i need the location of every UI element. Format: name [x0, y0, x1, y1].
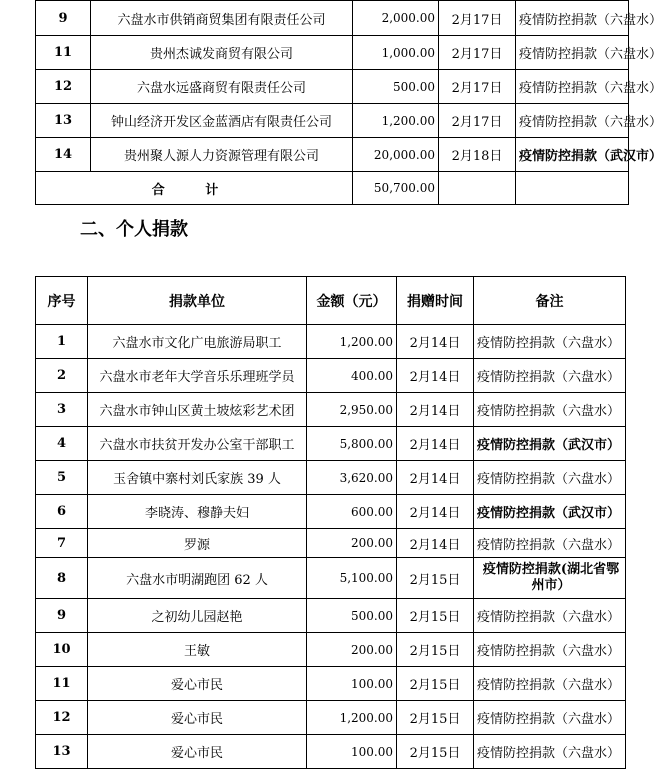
table-row — [36, 104, 629, 138]
donation-amount: 100.00 — [307, 667, 397, 701]
donation-amount: 1,200.00 — [307, 325, 397, 359]
donation-date: 2月17日 — [439, 1, 516, 36]
table-row — [36, 325, 626, 359]
donation-note: 疫情防控捐款（六盘水） — [516, 36, 629, 70]
section-title: 二、个人捐款 — [80, 219, 188, 240]
row-number: 8 — [36, 558, 88, 599]
donation-note: 疫情防控捐款（六盘水） — [474, 667, 626, 701]
donation-note: 疫情防控捐款（六盘水） — [474, 393, 626, 427]
donation-date: 2月15日 — [397, 667, 474, 701]
donation-amount: 200.00 — [307, 529, 397, 558]
donation-amount: 1,200.00 — [307, 701, 397, 735]
donor-name: 六盘水市钟山区黄土坡炫彩艺术团 — [88, 393, 307, 427]
donor-name: 六盘水市扶贫开发办公室干部职工 — [88, 427, 307, 461]
donor-name: 爱心市民 — [88, 735, 307, 769]
donation-note: 疫情防控捐款（六盘水） — [474, 325, 626, 359]
donation-note: 疫情防控捐款（六盘水） — [474, 529, 626, 558]
donation-date: 2月15日 — [397, 599, 474, 633]
donor-name: 之初幼儿园赵艳 — [88, 599, 307, 633]
donation-date: 2月14日 — [397, 359, 474, 393]
donation-amount: 5,800.00 — [307, 427, 397, 461]
row-number: 13 — [36, 104, 91, 138]
row-number: 9 — [36, 599, 88, 633]
row-number: 11 — [36, 36, 91, 70]
donation-date: 2月14日 — [397, 461, 474, 495]
donation-note: 疫情防控捐款（六盘水） — [474, 599, 626, 633]
donation-amount: 3,620.00 — [307, 461, 397, 495]
table-row — [36, 70, 629, 104]
table-row — [36, 359, 626, 393]
donation-note: 疫情防控捐款（六盘水） — [474, 735, 626, 769]
donation-date: 2月15日 — [397, 735, 474, 769]
donation-date: 2月14日 — [397, 529, 474, 558]
table-row — [36, 529, 626, 558]
total-amount: 50,700.00 — [353, 172, 439, 205]
row-number: 9 — [36, 1, 91, 36]
organization-donation-table — [35, 0, 662, 205]
donation-amount: 2,000.00 — [353, 1, 439, 36]
donation-date: 2月15日 — [397, 633, 474, 667]
donation-date: 2月15日 — [397, 701, 474, 735]
table-row — [36, 558, 626, 599]
donation-note: 疫情防控捐款（武汉市） — [474, 427, 626, 461]
row-number: 1 — [36, 325, 88, 359]
row-number: 5 — [36, 461, 88, 495]
row-number: 2 — [36, 359, 88, 393]
donor-name: 罗源 — [88, 529, 307, 558]
donation-note: 疫情防控捐款（六盘水） — [474, 701, 626, 735]
personal-donation-table — [35, 276, 626, 769]
donation-date: 2月14日 — [397, 427, 474, 461]
donation-note: 疫情防控捐款（武汉市） — [474, 495, 626, 529]
row-number: 4 — [36, 427, 88, 461]
table-row — [36, 633, 626, 667]
donor-name: 王敏 — [88, 633, 307, 667]
row-number: 11 — [36, 667, 88, 701]
donation-amount: 20,000.00 — [353, 138, 439, 172]
donation-amount: 5,100.00 — [307, 558, 397, 599]
donation-note: 疫情防控捐款（六盘水） — [474, 633, 626, 667]
table-row — [36, 701, 626, 735]
header-name: 捐款单位 — [88, 277, 307, 325]
donation-note: 疫情防控捐款（六盘水） — [516, 70, 629, 104]
table-row — [36, 427, 626, 461]
table-row — [36, 461, 626, 495]
donor-name: 六盘水市文化广电旅游局职工 — [88, 325, 307, 359]
donor-name: 六盘水远盛商贸有限责任公司 — [91, 70, 353, 104]
donation-note: 疫情防控捐款（六盘水） — [516, 1, 629, 36]
donation-amount: 1,200.00 — [353, 104, 439, 138]
donor-name: 六盘水市老年大学音乐乐理班学员 — [88, 359, 307, 393]
donation-amount: 1,000.00 — [353, 36, 439, 70]
total-row — [36, 172, 629, 205]
empty-cell — [516, 172, 629, 205]
donation-note: 疫情防控捐款(湖北省鄂州市） — [474, 558, 626, 599]
donation-date: 2月17日 — [439, 36, 516, 70]
row-number: 12 — [36, 701, 88, 735]
donor-name: 玉舍镇中寨村刘氏家族 39 人 — [88, 461, 307, 495]
donor-name: 爱心市民 — [88, 701, 307, 735]
donation-date: 2月14日 — [397, 393, 474, 427]
donor-name: 贵州聚人源人力资源管理有限公司 — [91, 138, 353, 172]
table-row — [36, 495, 626, 529]
donation-date: 2月15日 — [397, 558, 474, 599]
donation-date: 2月17日 — [439, 104, 516, 138]
table-header-row — [36, 277, 626, 325]
donation-amount: 100.00 — [307, 735, 397, 769]
donation-amount: 200.00 — [307, 633, 397, 667]
empty-cell — [439, 172, 516, 205]
table-row — [36, 36, 629, 70]
donation-date: 2月14日 — [397, 495, 474, 529]
donation-amount: 500.00 — [353, 70, 439, 104]
donation-amount: 400.00 — [307, 359, 397, 393]
table-row — [36, 667, 626, 701]
table-row — [36, 1, 629, 36]
row-number: 13 — [36, 735, 88, 769]
header-date: 捐赠时间 — [397, 277, 474, 325]
table-row — [36, 393, 626, 427]
donor-name: 李晓涛、穆静夫妇 — [88, 495, 307, 529]
donation-note: 疫情防控捐款（六盘水） — [474, 359, 626, 393]
donation-amount: 2,950.00 — [307, 393, 397, 427]
header-no: 序号 — [36, 277, 88, 325]
donor-name: 六盘水市供销商贸集团有限责任公司 — [91, 1, 353, 36]
donation-amount: 600.00 — [307, 495, 397, 529]
row-number: 12 — [36, 70, 91, 104]
table-row — [36, 138, 629, 172]
total-label: 合 计 — [36, 172, 353, 205]
donation-note: 疫情防控捐款（六盘水） — [474, 461, 626, 495]
donation-date: 2月18日 — [439, 138, 516, 172]
donor-name: 爱心市民 — [88, 667, 307, 701]
row-number: 14 — [36, 138, 91, 172]
row-number: 3 — [36, 393, 88, 427]
donation-note: 疫情防控捐款（武汉市） — [516, 138, 629, 172]
header-amount: 金额（元） — [307, 277, 397, 325]
donation-date: 2月17日 — [439, 70, 516, 104]
row-number: 7 — [36, 529, 88, 558]
donor-name: 贵州杰诚发商贸有限公司 — [91, 36, 353, 70]
row-number: 10 — [36, 633, 88, 667]
donation-amount: 500.00 — [307, 599, 397, 633]
row-number: 6 — [36, 495, 88, 529]
donation-date: 2月14日 — [397, 325, 474, 359]
donor-name: 钟山经济开发区金蓝酒店有限责任公司 — [91, 104, 353, 138]
header-note: 备注 — [474, 277, 626, 325]
donation-note: 疫情防控捐款（六盘水） — [516, 104, 629, 138]
donor-name: 六盘水市明湖跑团 62 人 — [88, 558, 307, 599]
table-row — [36, 735, 626, 769]
table-row — [36, 599, 626, 633]
